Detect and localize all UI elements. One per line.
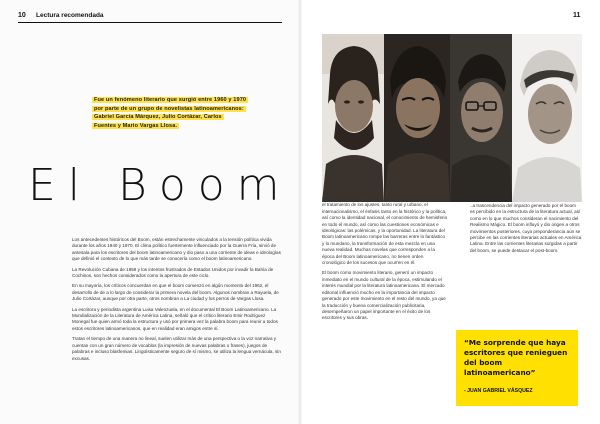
article-title: El Boom [28, 160, 292, 211]
portrait-4 [512, 34, 582, 202]
paragraph: Tratan el tiempo de una manera no lineal, suelen utilizar más de una perspectiva o la voz narrativa y cuentan con un gran número de vocablos (la impresión de nuevas palabras o frases), juegos de palabras e incluso blasfemias. Lingüísticamente seguro de sí mismo, se utiliza la lengua vernácula, sin excusas. [72, 336, 281, 361]
page-number-left: 10 [18, 12, 26, 19]
portrait-photo-icon [384, 34, 450, 202]
paragraph: ..a trascendencia del impacto generado por el boom es percibido en la estructura de la literatura actual, así como en lo que muchos consideran el nacimiento del Realismo Mágico. El boom influyó y dio origen a otros movimientos posteriores, cuya preponderancia aún se percibe en las corrientes literarias actuales en América Latina. Entre las corrientes literarias surgidas a partir del boom, se puede destacar el post-boom. [470, 203, 582, 253]
portrait-3 [450, 34, 512, 202]
quote-text: “Me sorprende que haya escritores que renieguen del boom latinoamericano” [464, 338, 568, 377]
paragraph: Otras características notables del boom latinoamericano son el tratamiento de los ajustes, tanto rural y urbano, el internacionalismo, el énfasis tanto en la histórico y la política, así como la identidad nacional, el conocimiento de hemisferio en todo el mundo, así como las cuestiones económicas e ideológicas: las polémicas, y la oportunidad. La literatura del Boom latinoamericano rompe las barreras entre lo fantástico y lo mundano, la transformación de esta mezcla en una nueva realidad. Muchas novelas que corresponden a la época del Boom latinoamericano, no tienen orden cronológico de los sucesos que ocurren en él. [322, 196, 448, 266]
portrait-1 [322, 34, 384, 202]
portrait-photo-icon [512, 34, 582, 202]
intro-line-1: Fue un fenómeno literario que surgió entre 1960 y 1970 [94, 97, 247, 103]
quote-author: - JUAN GABRIEL VÁSQUEZ [464, 388, 533, 394]
author-photo-strip [322, 34, 582, 202]
intro-line-2: por parte de un grupo de novelistas latinoamericanos: [94, 105, 244, 112]
paragraph: Los antecedentes históricos del Boom, están estrechamente vinculados a la tensión política vivida durante los años 1940 y 1970. El clima político fuertemente influenciado por la Guerra Fría, sirvió de antesala para los escritores del boom latinoamericano y dio paso a una corriente de ideas e ideologías que definió el contexto de lo que más tarde se conocería como el boom latinoamericano. [72, 237, 281, 262]
portrait-2 [384, 34, 450, 202]
paragraph: El boom como movimiento literario, generó un impacto inmediato en el mundo cultural de la época, estimulando el interés mundial por la literatura latinoamericana. El mercado editorial influenció mucho en la importancia del impacto generado por este movimiento en el resto del mundo, ya que la traducción y buena comercialización publicitaria, desempeñaron un papel importante en el éxito de los escritores y sus obras. [322, 270, 446, 321]
intro-highlight [92, 96, 288, 130]
paragraph: En su mayoría, los críticos concuerdan en que el boom comenzó en algún momento del 1962, el desarrollo de de a lo largo de considerar la primera novela del boom. Algunos nombran a Rayuela, de Julio Cortázar, aunque por otra parte, otros nombran a La ciudad y los perros de Vargas Llosa. [72, 283, 279, 302]
pull-quote [456, 330, 578, 406]
intro-line-3: Gabriel García Márquez, Julio Cortázar, Carlos [94, 114, 222, 121]
page-gutter [298, 0, 302, 424]
section-label: Lectura recomendada [36, 12, 104, 19]
paragraph: La Revolución Cubana de 1959 y los intentos frustrados de Estados Unidos por invadir la Bahía de Cochinos, son hechos considerados como la apertura de este ciclo. [72, 266, 274, 279]
paragraph: La escritora y periodista argentina Luisa Valenzuela, en el documental El Boom Latinoamericano. La Mundialización de la Literatura de América Latina, señaló que el crítico literario Emir Rodríguez Monegal fue quien armó toda la estructura y usó por primera vez la palabra boom para reunir a todos estos escritores latinoamericanos, que en realidad eran amigos entre sí. [72, 306, 278, 331]
body-column-middle [322, 196, 448, 326]
body-column-left [72, 237, 284, 366]
intro-line-4: Fuentes y Mario Vargas Llosa. [94, 122, 178, 129]
page-number-right: 11 [573, 12, 581, 19]
header-rule [18, 22, 282, 23]
body-column-right [470, 203, 582, 258]
portrait-photo-icon [322, 34, 384, 202]
portrait-photo-icon [450, 34, 512, 202]
